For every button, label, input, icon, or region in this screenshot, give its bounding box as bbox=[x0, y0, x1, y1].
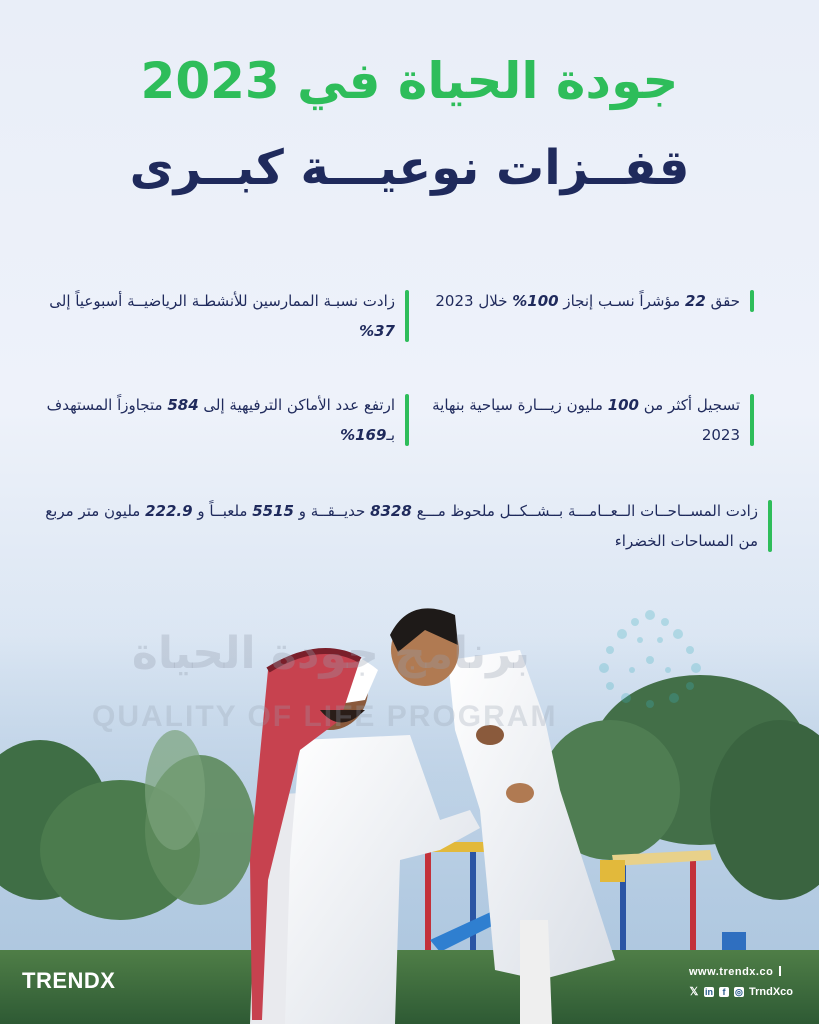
watermark-english-text: QUALITY OF LIFE PROGRAM bbox=[92, 700, 558, 733]
stat-tourist-visits: تسجيل أكثر من 100 مليون زيـــارة سياحية بنهاية 2023 bbox=[420, 390, 754, 450]
page-title: جودة الحياة في 2023 bbox=[140, 52, 679, 110]
page-subtitle: قفــزات نوعيـــة كبــرى bbox=[129, 140, 690, 196]
stat-public-spaces: زادت المســاحــات الــعــامـــة بــشــكــل ملحوظ مـــع 8328 حديــقــة و 5515 ملعبــاً و 222.9 مليون متر مربع من المساحات الخضراء bbox=[40, 496, 772, 556]
stat-indicators: حقق 22 مؤشراً نسـب إنجاز 100% خلال 2023 bbox=[420, 286, 754, 316]
quality-of-life-logo-icon bbox=[560, 600, 740, 710]
stat-sports-participation: زادت نسبـة الممارسين للأنشطـة الرياضيــة أسبوعياً إلى 37% bbox=[40, 286, 409, 346]
x-icon[interactable]: 𝕏 bbox=[689, 986, 699, 998]
facebook-icon[interactable]: f bbox=[719, 987, 729, 997]
instagram-icon[interactable]: ◎ bbox=[735, 987, 743, 997]
trendx-logo: TRENDX bbox=[22, 968, 116, 993]
social-handle-text: TrndXco bbox=[748, 986, 793, 998]
social-handles bbox=[689, 982, 793, 1002]
stat-entertainment-venues: ارتفع عدد الأماكن الترفيهية إلى 584 متجاوزاً المستهدف بـ169% bbox=[40, 390, 409, 450]
watermark-arabic-text: برنامج جودة الحياة bbox=[131, 628, 530, 679]
website-link[interactable]: www.trendx.co bbox=[689, 962, 793, 982]
footer-contact bbox=[689, 962, 793, 1002]
linkedin-icon[interactable]: in bbox=[704, 987, 713, 997]
